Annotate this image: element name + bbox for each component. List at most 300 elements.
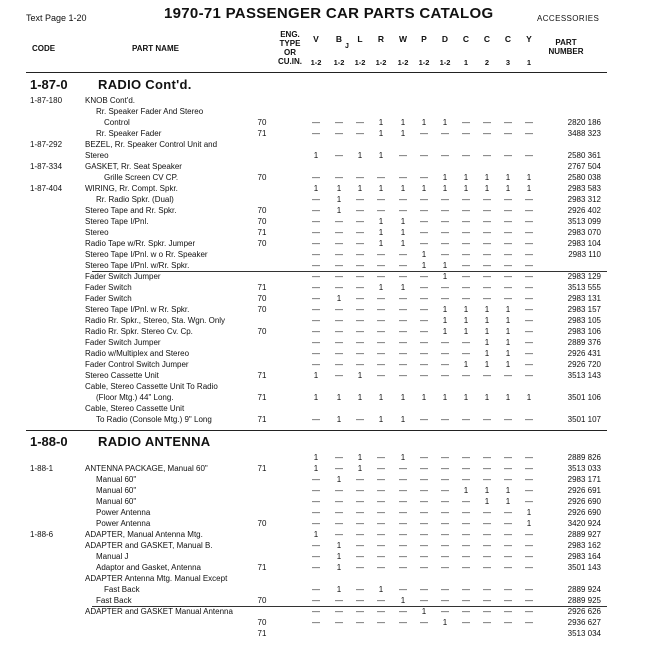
row-part-number: 2983 131 (567, 294, 601, 303)
applicability-dash: — (525, 563, 533, 572)
model-letter-header: C (483, 34, 491, 44)
applicability-dash: — (312, 508, 320, 517)
applicability-dash: — (441, 508, 449, 517)
applicability-dash: — (377, 250, 385, 259)
row-part-number: 2889 924 (567, 585, 601, 594)
applicability-dash: — (525, 239, 533, 248)
applicability-mark: 1 (484, 360, 490, 369)
applicability-dash: — (441, 464, 449, 473)
table-row (0, 305, 647, 316)
page-title: 1970-71 PASSENGER CAR PARTS CATALOG (164, 5, 494, 22)
table-row (0, 541, 647, 552)
applicability-dash: — (335, 228, 343, 237)
applicability-dash: — (483, 415, 491, 424)
applicability-dash: — (462, 475, 470, 484)
applicability-dash: — (377, 497, 385, 506)
row-part-number: 2926 691 (567, 486, 601, 495)
applicability-dash: — (420, 129, 428, 138)
applicability-dash: — (504, 596, 512, 605)
row-description: Radio Tape w/Rr. Spkr. Jumper (85, 239, 196, 248)
applicability-dash: — (504, 250, 512, 259)
applicability-dash: — (525, 316, 533, 325)
applicability-mark: 1 (400, 283, 406, 292)
applicability-dash: — (420, 618, 428, 627)
row-description: Grille Screen CV CP. (104, 173, 179, 182)
applicability-dash: — (441, 338, 449, 347)
applicability-mark: 1 (442, 618, 448, 627)
row-part-number: 2889 927 (567, 530, 601, 539)
applicability-mark: 1 (378, 415, 384, 424)
applicability-mark: 1 (378, 239, 384, 248)
applicability-dash: — (525, 607, 533, 616)
applicability-dash: — (462, 217, 470, 226)
row-part-number: 2983 162 (567, 541, 601, 550)
applicability-dash: — (441, 294, 449, 303)
applicability-dash: — (399, 316, 407, 325)
applicability-dash: — (399, 541, 407, 550)
row-part-number: 2926 720 (567, 360, 601, 369)
applicability-dash: — (312, 283, 320, 292)
applicability-dash: — (525, 349, 533, 358)
row-part-number: 2926 690 (567, 497, 601, 506)
table-row (0, 272, 647, 283)
applicability-dash: — (377, 316, 385, 325)
applicability-dash: — (356, 283, 364, 292)
applicability-mark: 1 (313, 151, 319, 160)
applicability-dash: — (399, 206, 407, 215)
applicability-mark: 1 (484, 184, 490, 193)
applicability-dash: — (483, 541, 491, 550)
row-engine-year: 70 (257, 217, 267, 226)
applicability-dash: — (441, 596, 449, 605)
applicability-dash: — (441, 519, 449, 528)
row-part-number: 3513 033 (567, 464, 601, 473)
applicability-dash: — (420, 486, 428, 495)
applicability-mark: 1 (484, 486, 490, 495)
table-row (0, 360, 647, 371)
applicability-mark: 1 (505, 349, 511, 358)
applicability-dash: — (356, 239, 364, 248)
applicability-dash: — (356, 508, 364, 517)
applicability-dash: — (441, 541, 449, 550)
applicability-dash: — (356, 206, 364, 215)
applicability-dash: — (462, 129, 470, 138)
applicability-mark: 1 (463, 360, 469, 369)
applicability-mark: 1 (378, 184, 384, 193)
applicability-dash: — (312, 552, 320, 561)
applicability-mark: 1 (484, 316, 490, 325)
applicability-dash: — (420, 508, 428, 517)
applicability-mark: 1 (400, 217, 406, 226)
row-part-number: 2926 626 (567, 607, 601, 616)
row-part-number: 2580 038 (567, 173, 601, 182)
applicability-dash: — (525, 206, 533, 215)
table-row (0, 162, 647, 173)
applicability-mark: 1 (505, 360, 511, 369)
applicability-mark: 1 (505, 393, 511, 402)
applicability-dash: — (335, 327, 343, 336)
applicability-dash: — (399, 250, 407, 259)
model-year-header: 1 (526, 58, 532, 67)
applicability-mark: 1 (421, 118, 427, 127)
table-row (0, 530, 647, 541)
table-row (0, 563, 647, 574)
applicability-dash: — (335, 519, 343, 528)
applicability-mark: 1 (442, 184, 448, 193)
applicability-mark: 1 (378, 118, 384, 127)
applicability-dash: — (525, 294, 533, 303)
applicability-dash: — (483, 239, 491, 248)
applicability-dash: — (420, 294, 428, 303)
row-description: Stereo (85, 228, 109, 237)
row-description: Rr. Radio Spkr. (Dual) (96, 195, 174, 204)
applicability-dash: — (420, 519, 428, 528)
applicability-dash: — (441, 195, 449, 204)
applicability-dash: — (525, 453, 533, 462)
applicability-dash: — (441, 239, 449, 248)
applicability-dash: — (525, 497, 533, 506)
applicability-mark: 1 (505, 327, 511, 336)
row-description: Control (104, 118, 130, 127)
applicability-mark: 1 (463, 316, 469, 325)
model-letter-header: C (462, 34, 470, 44)
applicability-dash: — (525, 272, 533, 281)
applicability-mark: 1 (463, 486, 469, 495)
applicability-dash: — (462, 497, 470, 506)
row-engine-year: 70 (257, 618, 267, 627)
table-row (0, 453, 647, 464)
applicability-dash: — (356, 294, 364, 303)
applicability-mark: 1 (336, 552, 342, 561)
table-row (0, 382, 647, 393)
table-row (0, 393, 647, 404)
applicability-dash: — (335, 261, 343, 270)
row-part-number: 2983 129 (567, 272, 601, 281)
table-row (0, 464, 647, 475)
applicability-dash: — (420, 371, 428, 380)
applicability-dash: — (462, 464, 470, 473)
applicability-dash: — (399, 585, 407, 594)
applicability-dash: — (420, 497, 428, 506)
applicability-dash: — (483, 261, 491, 270)
applicability-dash: — (462, 519, 470, 528)
row-code: 1-87-404 (30, 184, 63, 193)
applicability-mark: 1 (442, 173, 448, 182)
applicability-mark: 1 (526, 184, 532, 193)
applicability-mark: 1 (442, 393, 448, 402)
applicability-dash: — (420, 552, 428, 561)
applicability-dash: — (441, 371, 449, 380)
applicability-dash: — (504, 228, 512, 237)
applicability-mark: 1 (484, 393, 490, 402)
applicability-dash: — (399, 530, 407, 539)
model-year-header: 1-2 (333, 58, 345, 67)
applicability-mark: 1 (336, 195, 342, 204)
applicability-dash: — (525, 371, 533, 380)
table-row (0, 585, 647, 596)
category-label: ACCESSORIES (537, 14, 600, 23)
applicability-dash: — (356, 541, 364, 550)
applicability-dash: — (525, 195, 533, 204)
applicability-mark: 1 (421, 261, 427, 270)
applicability-dash: — (335, 349, 343, 358)
applicability-dash: — (483, 118, 491, 127)
table-row (0, 173, 647, 184)
applicability-dash: — (483, 217, 491, 226)
applicability-mark: 1 (442, 327, 448, 336)
applicability-dash: — (420, 360, 428, 369)
applicability-dash: — (483, 464, 491, 473)
row-code: 1-87-334 (30, 162, 63, 171)
applicability-dash: — (504, 129, 512, 138)
applicability-dash: — (377, 563, 385, 572)
applicability-dash: — (356, 228, 364, 237)
row-description: Rr. Speaker Fader (96, 129, 162, 138)
applicability-mark: 1 (336, 563, 342, 572)
applicability-dash: — (377, 486, 385, 495)
row-engine-year: 71 (257, 283, 267, 292)
model-year-header: 1-2 (439, 58, 451, 67)
applicability-dash: — (504, 475, 512, 484)
row-code: 1-88-6 (30, 530, 54, 539)
applicability-dash: — (335, 453, 343, 462)
applicability-dash: — (399, 327, 407, 336)
applicability-dash: — (335, 129, 343, 138)
applicability-mark: 1 (357, 184, 363, 193)
applicability-dash: — (399, 475, 407, 484)
applicability-dash: — (335, 217, 343, 226)
model-year-header: 3 (505, 58, 511, 67)
applicability-dash: — (504, 563, 512, 572)
applicability-dash: — (504, 552, 512, 561)
applicability-dash: — (441, 360, 449, 369)
applicability-dash: — (483, 272, 491, 281)
applicability-dash: — (441, 475, 449, 484)
applicability-dash: — (335, 360, 343, 369)
applicability-dash: — (504, 195, 512, 204)
applicability-dash: — (483, 563, 491, 572)
applicability-mark: 1 (400, 184, 406, 193)
applicability-dash: — (356, 607, 364, 616)
table-row (0, 607, 647, 618)
applicability-dash: — (312, 272, 320, 281)
row-engine-year: 70 (257, 239, 267, 248)
applicability-dash: — (483, 250, 491, 259)
table-row (0, 316, 647, 327)
row-description: Cable, Stereo Cassette Unit To Radio (85, 382, 218, 391)
applicability-dash: — (377, 305, 385, 314)
applicability-dash: — (462, 195, 470, 204)
applicability-dash: — (420, 415, 428, 424)
applicability-dash: — (356, 596, 364, 605)
applicability-dash: — (462, 250, 470, 259)
applicability-dash: — (483, 195, 491, 204)
applicability-mark: 1 (505, 497, 511, 506)
applicability-dash: — (462, 552, 470, 561)
model-letter-header: L (357, 34, 363, 44)
applicability-dash: — (312, 338, 320, 347)
applicability-dash: — (377, 530, 385, 539)
applicability-mark: 1 (400, 415, 406, 424)
applicability-dash: — (441, 552, 449, 561)
applicability-dash: — (312, 360, 320, 369)
applicability-mark: 1 (442, 261, 448, 270)
row-description: Rr. Speaker Fader And Stereo (96, 107, 204, 116)
applicability-dash: — (420, 195, 428, 204)
applicability-mark: 1 (378, 217, 384, 226)
row-description: ADAPTER and GASKET, Manual B. (85, 541, 213, 550)
applicability-mark: 1 (357, 151, 363, 160)
applicability-dash: — (525, 261, 533, 270)
row-part-number: 3513 099 (567, 217, 601, 226)
row-description: Radio Rr. Spkr., Stereo, Sta. Wgn. Only (85, 316, 226, 325)
table-row (0, 497, 647, 508)
applicability-mark: 1 (463, 393, 469, 402)
applicability-dash: — (441, 486, 449, 495)
applicability-dash: — (525, 228, 533, 237)
table-row (0, 404, 647, 415)
applicability-dash: — (377, 360, 385, 369)
applicability-dash: — (441, 497, 449, 506)
model-year-header: 1-2 (310, 58, 322, 67)
table-row (0, 294, 647, 305)
applicability-mark: 1 (357, 464, 363, 473)
applicability-dash: — (462, 596, 470, 605)
applicability-dash: — (483, 283, 491, 292)
applicability-dash: — (441, 585, 449, 594)
row-description: GASKET, Rr. Seat Speaker (85, 162, 182, 171)
row-part-number: 2983 104 (567, 239, 601, 248)
applicability-dash: — (525, 217, 533, 226)
applicability-dash: — (504, 519, 512, 528)
section-code: 1-88-0 (30, 434, 68, 449)
applicability-dash: — (504, 618, 512, 627)
applicability-dash: — (312, 261, 320, 270)
applicability-dash: — (525, 360, 533, 369)
applicability-dash: — (483, 228, 491, 237)
applicability-dash: — (504, 530, 512, 539)
row-description: Fast Back (96, 596, 132, 605)
section-code: 1-87-0 (30, 77, 68, 92)
applicability-dash: — (462, 541, 470, 550)
applicability-dash: — (525, 530, 533, 539)
applicability-mark: 1 (442, 118, 448, 127)
table-row (0, 574, 647, 585)
row-description: ANTENNA PACKAGE, Manual 60" (85, 464, 208, 473)
applicability-dash: — (483, 618, 491, 627)
applicability-dash: — (420, 239, 428, 248)
applicability-dash: — (462, 371, 470, 380)
applicability-dash: — (525, 415, 533, 424)
applicability-dash: — (312, 217, 320, 226)
row-description: Adaptor and Gasket, Antenna (96, 563, 201, 572)
row-engine-year: 71 (257, 129, 267, 138)
row-description: Stereo Tape I/Pnl. (85, 217, 149, 226)
applicability-dash: — (462, 118, 470, 127)
applicability-dash: — (377, 261, 385, 270)
row-part-number: 2889 925 (567, 596, 601, 605)
applicability-dash: — (525, 129, 533, 138)
row-description: To Radio (Console Mtg.) 9" Long (96, 415, 212, 424)
applicability-dash: — (356, 195, 364, 204)
row-engine-year: 71 (257, 415, 267, 424)
applicability-dash: — (335, 464, 343, 473)
row-description: Power Antenna (96, 508, 151, 517)
applicability-mark: 1 (442, 305, 448, 314)
applicability-dash: — (462, 151, 470, 160)
applicability-dash: — (462, 585, 470, 594)
applicability-dash: — (377, 327, 385, 336)
applicability-dash: — (377, 338, 385, 347)
applicability-mark: 1 (400, 596, 406, 605)
applicability-dash: — (312, 486, 320, 495)
applicability-mark: 1 (357, 393, 363, 402)
applicability-mark: 1 (484, 497, 490, 506)
applicability-dash: — (420, 173, 428, 182)
applicability-mark: 1 (400, 118, 406, 127)
row-engine-year: 70 (257, 173, 267, 182)
applicability-mark: 1 (484, 173, 490, 182)
applicability-dash: — (335, 338, 343, 347)
applicability-dash: — (356, 486, 364, 495)
row-part-number: 2889 826 (567, 453, 601, 462)
table-row (0, 217, 647, 228)
applicability-dash: — (504, 508, 512, 517)
applicability-dash: — (399, 349, 407, 358)
table-row (0, 107, 647, 118)
applicability-dash: — (483, 607, 491, 616)
applicability-dash: — (335, 272, 343, 281)
applicability-dash: — (312, 585, 320, 594)
row-part-number: 3501 107 (567, 415, 601, 424)
row-description: Stereo (85, 151, 109, 160)
table-row (0, 618, 647, 629)
row-description: Fader Switch (85, 294, 132, 303)
model-year-header: 2 (484, 58, 490, 67)
applicability-dash: — (356, 261, 364, 270)
model-sub-header: J (345, 43, 349, 50)
row-part-number: 2820 186 (567, 118, 601, 127)
applicability-dash: — (504, 607, 512, 616)
applicability-dash: — (377, 508, 385, 517)
applicability-mark: 1 (400, 453, 406, 462)
applicability-mark: 1 (336, 294, 342, 303)
model-year-header: 1-2 (375, 58, 387, 67)
applicability-mark: 1 (313, 530, 319, 539)
applicability-dash: — (420, 151, 428, 160)
applicability-dash: — (399, 508, 407, 517)
applicability-dash: — (356, 305, 364, 314)
applicability-mark: 1 (313, 453, 319, 462)
applicability-mark: 1 (400, 239, 406, 248)
row-description: Stereo Cassette Unit (85, 371, 159, 380)
applicability-dash: — (525, 618, 533, 627)
header-rule (26, 72, 607, 73)
applicability-mark: 1 (463, 173, 469, 182)
applicability-dash: — (525, 596, 533, 605)
applicability-dash: — (441, 349, 449, 358)
applicability-dash: — (356, 129, 364, 138)
row-description: Power Antenna (96, 519, 151, 528)
row-part-number: 2926 431 (567, 349, 601, 358)
code-column-header: CODE (32, 44, 56, 53)
applicability-mark: 1 (505, 486, 511, 495)
table-row (0, 184, 647, 195)
row-part-number: 3513 034 (567, 629, 601, 638)
applicability-dash: — (483, 129, 491, 138)
section-rule (26, 430, 607, 431)
applicability-dash: — (504, 415, 512, 424)
